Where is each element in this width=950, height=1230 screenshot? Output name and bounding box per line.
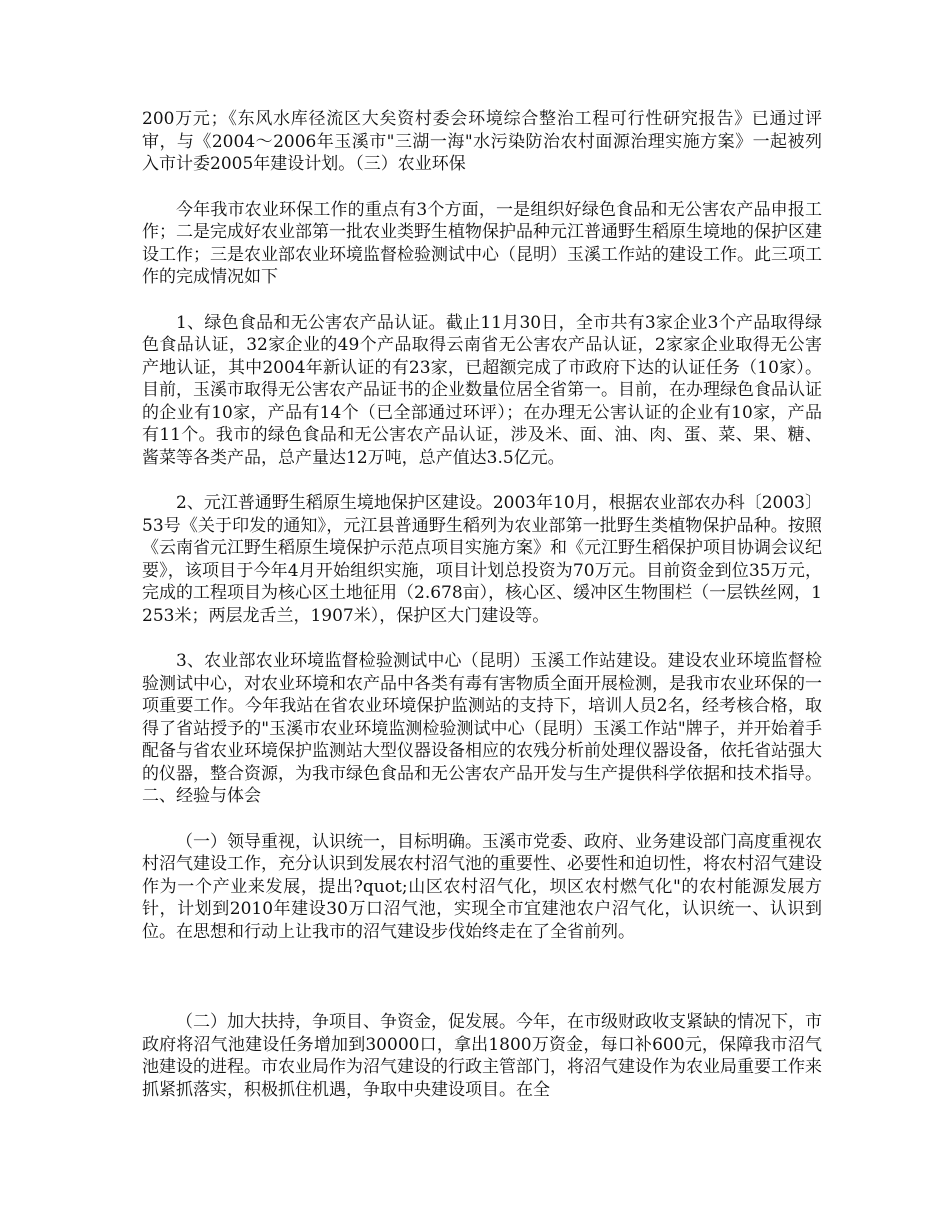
- paragraph-leadership: （一）领导重视，认识统一，目标明确。玉溪市党委、政府、业务建设部门高度重视农村沼气建设工作，充分认识到发展农村沼气池的重要性、必要性和迫切性，将农村沼气建设作为一个产业来发展，提出?quot;山区农村沼气化，坝区农村燃气化"的农村能源发展方针，计划到2010年建设30万口沼气池，实现全市宜建池农户沼气化，认识统一、认识到位。在思想和行动上让我市的沼气建设步伐始终走在了全省前列。: [142, 831, 822, 942]
- paragraph-agri-env-overview: 今年我市农业环保工作的重点有3个方面，一是组织好绿色食品和无公害农产品申报工作；二是完成好农业部第一批农业类野生植物保护品种元江普通野生稻原生境地的保护区建设工作；三是农业部农业环境监督检验测试中心（昆明）玉溪工作站的建设工作。此三项工作的完成情况如下: [142, 199, 822, 287]
- document-page: [142, 108, 822, 1124]
- paragraph-support-funding: （二）加大扶持，争项目、争资金，促发展。今年，在市级财政收支紧缺的情况下，市政府将沼气池建设任务增加到30000口，拿出1800万资金，每口补600元，保障我市沼气池建设的进程。市农业局作为沼气建设的行政主管部门，将沼气建设作为农业局重要工作来抓紧抓落实，积极抓住机遇，争取中央建设项目。在全: [142, 1012, 822, 1100]
- paragraph-monitoring-station: 3、农业部农业环境监督检验测试中心（昆明）玉溪工作站建设。建设农业环境监督检验测试中心，对农业环境和农产品中各类有毒有害物质全面开展检测，是我市农业环保的一项重要工作。今年我站在省农业环境保护监测站的支持下，培训人员2名，经考核合格，取得了省站授予的"玉溪市农业环境监测检验测试中心（昆明）玉溪工作站"牌子，并开始着手配备与省农业环境保护监测站大型仪器设备相应的农残分析前处理仪器设备，依托省站强大的仪器，整合资源，为我市绿色食品和无公害农产品开发与生产提供科学依据和技术指导。二、经验与体会: [142, 651, 822, 806]
- paragraph-wild-rice-reserve: 2、元江普通野生稻原生境地保护区建设。2003年10月，根据农业部农办科〔2003〕53号《关于印发的通知》，元江县普通野生稻列为农业部第一批野生类植物保护品种。按照《云南省元江野生稻原生境保护示范点项目实施方案》和《元江野生稻保护项目协调会议纪要》，该项目于今年4月开始组织实施，项目计划总投资为70万元。目前资金到位35万元，完成的工程项目为核心区土地征用（2.678亩），核心区、缓冲区生物围栏（一层铁丝网，1253米；两层龙舌兰，1907米），保护区大门建设等。: [142, 493, 822, 626]
- paragraph-funding-review: 200万元；《东风水库径流区大矣资村委会环境综合整治工程可行性研究报告》已通过评审，与《2004～2006年玉溪市"三湖一海"水污染防治农村面源治理实施方案》一起被列入市计委2005年建设计划。（三）农业环保: [142, 109, 822, 174]
- paragraph-green-food-certification: 1、绿色食品和无公害农产品认证。截止11月30日，全市共有3家企业3个产品取得绿色食品认证，32家企业的49个产品取得云南省无公害农产品认证，2家家企业取得无公害产地认证，其中2004年新认证的有23家，已超额完成了市政府下达的认证任务（10家）。目前，玉溪市取得无公害农产品证书的企业数量位居全省第一。目前，在办理绿色食品认证的企业有10家，产品有14个（已全部通过环评）；在办理无公害认证的企业有10家，产品有11个。我市的绿色食品和无公害农产品认证，涉及米、面、油、肉、蛋、菜、果、糖、酱菜等各类产品，总产量达12万吨，总产值达3.5亿元。: [142, 312, 822, 468]
